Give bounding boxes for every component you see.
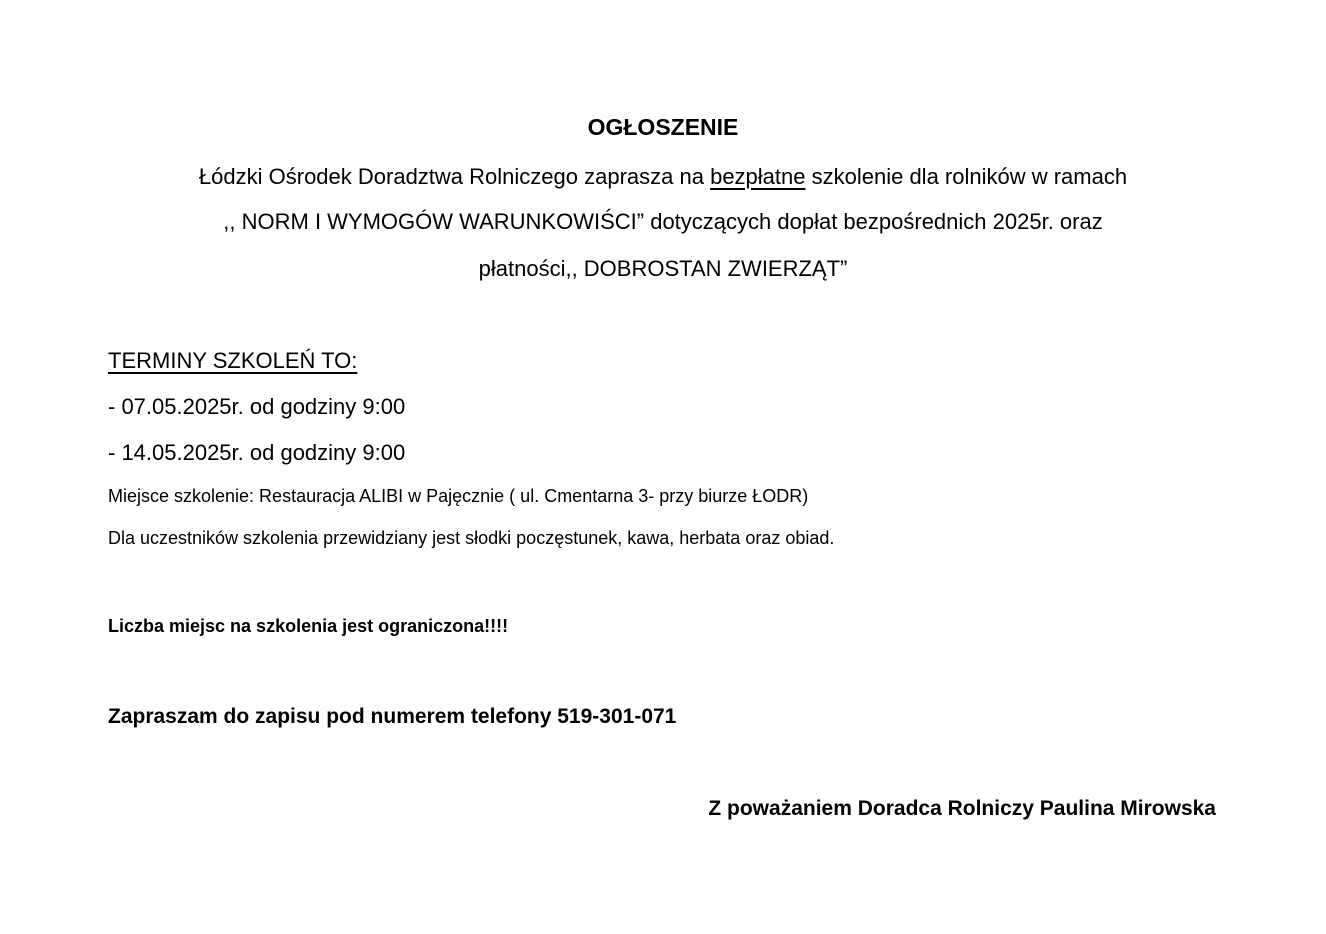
page-title: OGŁOSZENIE — [587, 114, 739, 140]
free-emphasis: bezpłatne — [710, 164, 806, 189]
phone-invitation: Zapraszam do zapisu pod numerem telefony 519-301-071 — [108, 705, 677, 728]
intro-line-2: ,, NORM I WYMOGÓW WARUNKOWIŚCI” dotyczących dopłat bezpośrednich 2025r. oraz — [223, 209, 1103, 234]
date-item-2: - 14.05.2025r. od godziny 9:00 — [108, 440, 406, 465]
dates-heading: TERMINY SZKOLEŃ TO: — [108, 348, 358, 373]
venue-info: Miejsce szkolenie: Restauracja ALIBI w Pajęcznie ( ul. Cmentarna 3- przy biurze ŁODR) — [108, 486, 809, 506]
intro-text-after: szkolenie dla rolników w ramach — [805, 164, 1128, 189]
intro-line-3: płatności,, DOBROSTAN ZWIERZĄT” — [478, 256, 848, 281]
catering-info: Dla uczestników szkolenia przewidziany jest słodki poczęstunek, kawa, herbata oraz obiad. — [108, 528, 835, 548]
limited-seats-notice: Liczba miejsc na szkolenia jest ograniczona!!!! — [108, 616, 509, 636]
intro-text-before: Łódzki Ośrodek Doradztwa Rolniczego zaprasza na — [198, 164, 711, 189]
signature: Z poważaniem Doradca Rolniczy Paulina Mirowska — [708, 797, 1216, 820]
intro-line-1 — [0, 166, 1326, 188]
date-item-1: - 07.05.2025r. od godziny 9:00 — [108, 394, 406, 419]
